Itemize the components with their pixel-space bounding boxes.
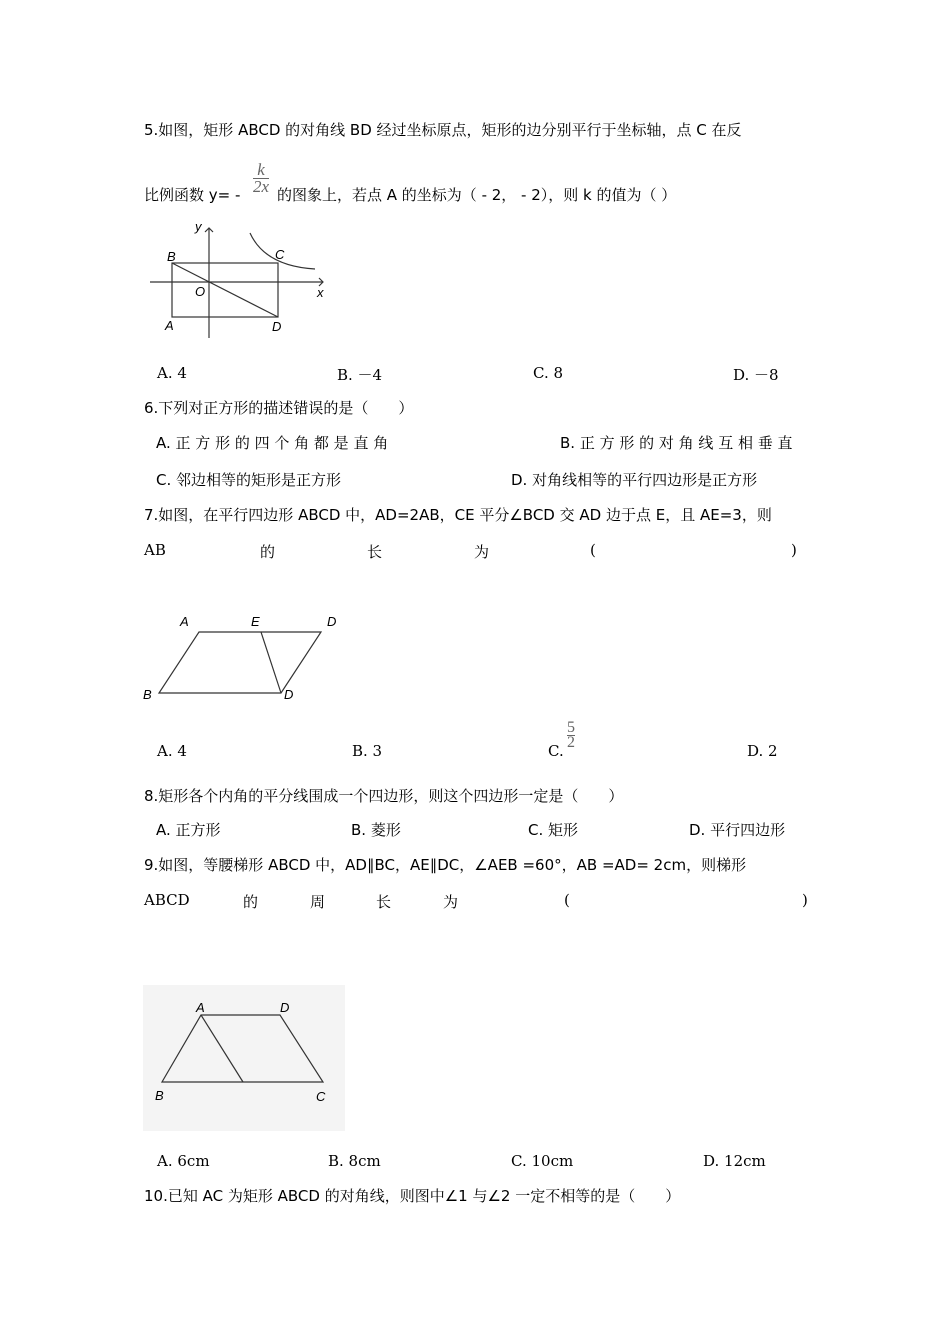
q7-label-a: A [180, 614, 189, 629]
q7-figure [140, 610, 345, 705]
q7-stem-chang: 长 [367, 543, 383, 561]
q9-option-c[interactable]: C. 10cm [511, 1152, 574, 1170]
q10-stem: 10.已知 AC 为矩形 ABCD 的对角线，则图中∠1 与∠2 一定不相等的是（ ） [144, 1187, 681, 1205]
q9-option-d[interactable]: D. 12cm [703, 1152, 766, 1170]
q8-option-b[interactable]: B. 菱形 [351, 821, 401, 839]
q7-option-b[interactable]: B. 3 [352, 742, 383, 760]
q9-option-b[interactable]: B. 8cm [328, 1152, 381, 1170]
q9-stem-abcd: ABCD [144, 891, 190, 909]
q8-option-a[interactable]: A. 正方形 [156, 821, 221, 839]
q5-diagonal-bd [172, 263, 278, 317]
q5-label-o: O [195, 284, 206, 299]
q5-label-x: x [317, 285, 324, 300]
q5-label-y: y [195, 219, 202, 234]
q7-stem-ab: AB [144, 541, 166, 559]
q6-option-d[interactable]: D. 对角线相等的平行四边形是正方形 [511, 471, 758, 489]
q6-stem: 6.下列对正方形的描述错误的是（ ） [144, 399, 414, 417]
q5-stem-line1: 5.如图，矩形 ABCD 的对角线 BD 经过坐标原点，矩形的边分别平行于坐标轴，点 C 在反 [144, 121, 742, 139]
q5-option-b[interactable]: B. －4 [337, 366, 383, 384]
q5-option-c[interactable]: C. 8 [533, 364, 564, 382]
q7-parallelogram [159, 632, 321, 693]
q7-segment-ce [261, 632, 281, 693]
q9-label-c: C [316, 1089, 326, 1104]
q9-stem-paren-close: ) [802, 891, 808, 909]
q5-stem-line2-post: 的图象上，若点 A 的坐标为（ - 2， - 2），则 k 的值为（ ） [277, 186, 677, 204]
q9-label-d: D [280, 1000, 290, 1015]
q7-stem-wei: 为 [474, 543, 490, 561]
q9-option-a[interactable]: A. 6cm [157, 1152, 210, 1170]
q7-option-c-numerator: 5 [567, 719, 575, 736]
q7-label-d-top: D [327, 614, 337, 629]
q7-option-c[interactable]: C. [548, 742, 564, 760]
q7-label-b: B [143, 687, 152, 702]
q9-stem-paren-open: ( [564, 891, 570, 909]
q8-stem: 8.矩形各个内角的平分线围成一个四边形，则这个四边形一定是（ ） [144, 787, 624, 805]
q6-option-b[interactable]: B. 正 方 形 的 对 角 线 互 相 垂 直 [560, 434, 793, 452]
q7-stem-de: 的 [260, 543, 276, 561]
q5-stem-line2-pre: 比例函数 y= - [144, 186, 241, 204]
q7-option-a[interactable]: A. 4 [157, 742, 187, 760]
q5-fraction-denominator: 2x [253, 177, 270, 196]
q7-stem-paren-close: ) [791, 541, 797, 559]
q7-option-c-denominator: 2 [567, 734, 575, 751]
q5-fraction-numerator: k [257, 160, 265, 179]
q9-figure [143, 985, 345, 1131]
q9-stem-line1: 9.如图，等腰梯形 ABCD 中，AD∥BC，AE∥DC，∠AEB =60°，AB =AD= 2cm，则梯形 [144, 856, 747, 874]
q7-label-d-bottom: D [284, 687, 294, 702]
q5-label-d: D [272, 319, 282, 334]
q5-label-b: B [167, 249, 176, 264]
q7-stem-line1: 7.如图，在平行四边形 ABCD 中，AD=2AB，CE 平分∠BCD 交 AD 边于点 E，且 AE=3，则 [144, 506, 772, 524]
q8-option-c[interactable]: C. 矩形 [528, 821, 579, 839]
q7-option-c-fraction [567, 721, 575, 750]
q5-label-c: C [275, 247, 285, 262]
q9-label-a: A [196, 1000, 205, 1015]
q5-option-a[interactable]: A. 4 [157, 364, 187, 382]
q9-stem-wei: 为 [443, 893, 459, 911]
q9-label-b: B [155, 1088, 164, 1103]
q9-stem-zhou: 周 [310, 893, 326, 911]
q8-option-d[interactable]: D. 平行四边形 [689, 821, 786, 839]
q9-stem-de: 的 [243, 893, 259, 911]
q5-figure [145, 218, 335, 343]
q5-fraction [253, 162, 269, 195]
q7-label-e: E [251, 614, 260, 629]
q9-figure-background [143, 985, 345, 1131]
q9-stem-chang: 长 [376, 893, 392, 911]
q5-label-a: A [165, 318, 174, 333]
q7-stem-paren-open: ( [590, 541, 596, 559]
q6-option-c[interactable]: C. 邻边相等的矩形是正方形 [156, 471, 342, 489]
q7-option-d[interactable]: D. 2 [747, 742, 778, 760]
q6-option-a[interactable]: A. 正 方 形 的 四 个 角 都 是 直 角 [156, 434, 389, 452]
q5-option-d[interactable]: D. －8 [733, 366, 779, 384]
